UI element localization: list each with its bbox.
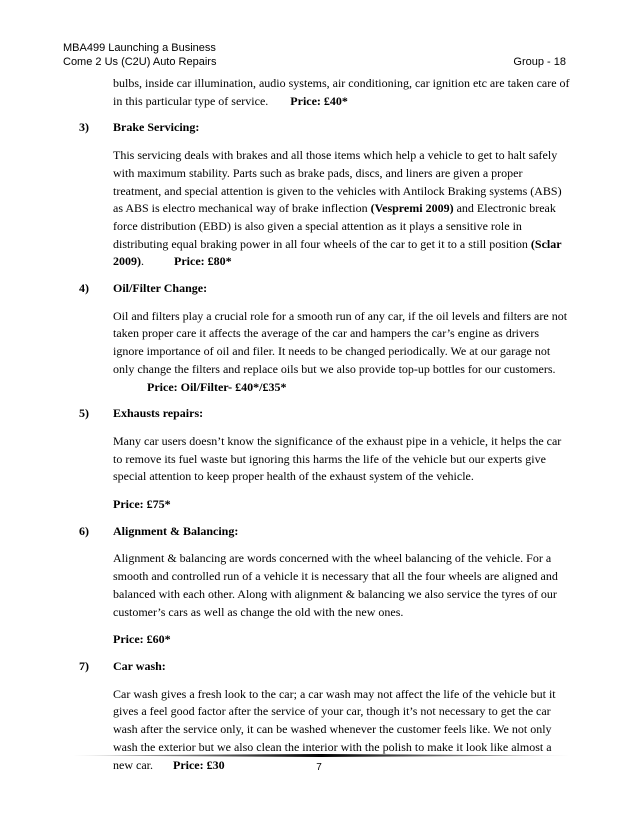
header-group: Group - 18 xyxy=(513,56,566,68)
section-body-car-wash: Car wash gives a fresh look to the car; a car wash may not affect the life of the vehicle but it gives a feel good factor after the service of your car, though it’s not necessary to get the car wash after the service only, it can be washed whenever the customer feels like. We not only wash the exterior but we also clean the interior with the polish to make it look like almost a new car. Price: £30 xyxy=(113,686,556,772)
section-title: Alignment & Balancing: xyxy=(113,523,239,538)
section-number: 6) xyxy=(79,523,89,538)
price-oil-filter: Price: Oil/Filter- £40*/£35* xyxy=(147,379,287,394)
section-title: Brake Servicing: xyxy=(113,120,200,135)
section-heading-car-wash xyxy=(72,658,570,676)
citation-sclar: (Sclar 2009) xyxy=(113,236,562,269)
section-heading-oil-filter xyxy=(72,280,570,298)
section-number: 4) xyxy=(79,281,89,296)
citation-vespremi: (Vespremi 2009) xyxy=(370,201,454,216)
intro-price: Price: £40* xyxy=(290,93,348,108)
page-number: 7 xyxy=(316,762,322,773)
section-body-exhausts: Many car users doesn’t know the significance of the exhaust pipe in a vehicle, it helps the car to remove its fuel waste but ignoring this harms the life of the vehicle but our experts give special attention to keep proper health of the exhaust system of the vehicle. xyxy=(113,433,562,484)
section-number: 5) xyxy=(79,406,89,421)
section-body-oil-filter: Oil and filters play a crucial role for a smooth run of any car, if the oil levels and filters are not taken proper care it affects the average of the car and hampers the car’s engine as drivers ignore importance of oil and filer. It needs to be changed periodically. We at our garage not only change the filters and replace oils but we also provide top-up bottles for our customers.Price: Oil/Filter- £40*/£35* xyxy=(113,308,568,394)
section-title: Oil/Filter Change: xyxy=(113,281,208,296)
section-heading-exhausts xyxy=(72,405,570,423)
price-brake-servicing: Price: £80* xyxy=(174,254,232,269)
header-course-title: MBA499 Launching a Business xyxy=(63,42,216,54)
price-alignment: Price: £60* xyxy=(113,632,171,647)
section-heading-brake-servicing xyxy=(72,119,570,137)
section-title: Exhausts repairs: xyxy=(113,406,204,421)
section-heading-alignment xyxy=(72,523,570,541)
intro-text: bulbs, inside car illumination, audio systems, air conditioning, car ignition etc are taken care of in this particular type of service. xyxy=(113,76,570,108)
section-number: 7) xyxy=(79,658,89,673)
intro-paragraph xyxy=(72,75,570,110)
section-title: Car wash: xyxy=(113,658,166,673)
section-body-alignment: Alignment & balancing are words concerned with the wheel balancing of the vehicle. For a smooth and controlled run of a vehicle it is necessary that all the four wheels are aligned and balanced with each other. Along with alignment & balancing we also service the tyres of our customer’s cars as well as change the old with the new ones. xyxy=(113,551,558,619)
header-business-name: Come 2 Us (C2U) Auto Repairs xyxy=(63,56,217,68)
footer-divider xyxy=(72,754,570,757)
document-body xyxy=(72,75,570,774)
section-body-brake-servicing: This servicing deals with brakes and all those items which help a vehicle to get to halt safely with maximum stability. Parts such as brake pads, discs, and liners are given a proper treatment, and special attention is given to the vehicles with Antilock Braking systems (ABS) as ABS is electro mechanical way of brake inflection (Vespremi 2009) and Electronic break force distribution (EBD) is also given a special attention as it plays a sensitive role in distributing equal braking power in all four wheels of the car to get it to a still position (Sclar 2009). Price: £80* xyxy=(113,148,562,269)
section-number: 3) xyxy=(79,120,89,135)
price-car-wash: Price: £30 xyxy=(172,757,225,772)
price-exhausts: Price: £75* xyxy=(113,497,171,512)
